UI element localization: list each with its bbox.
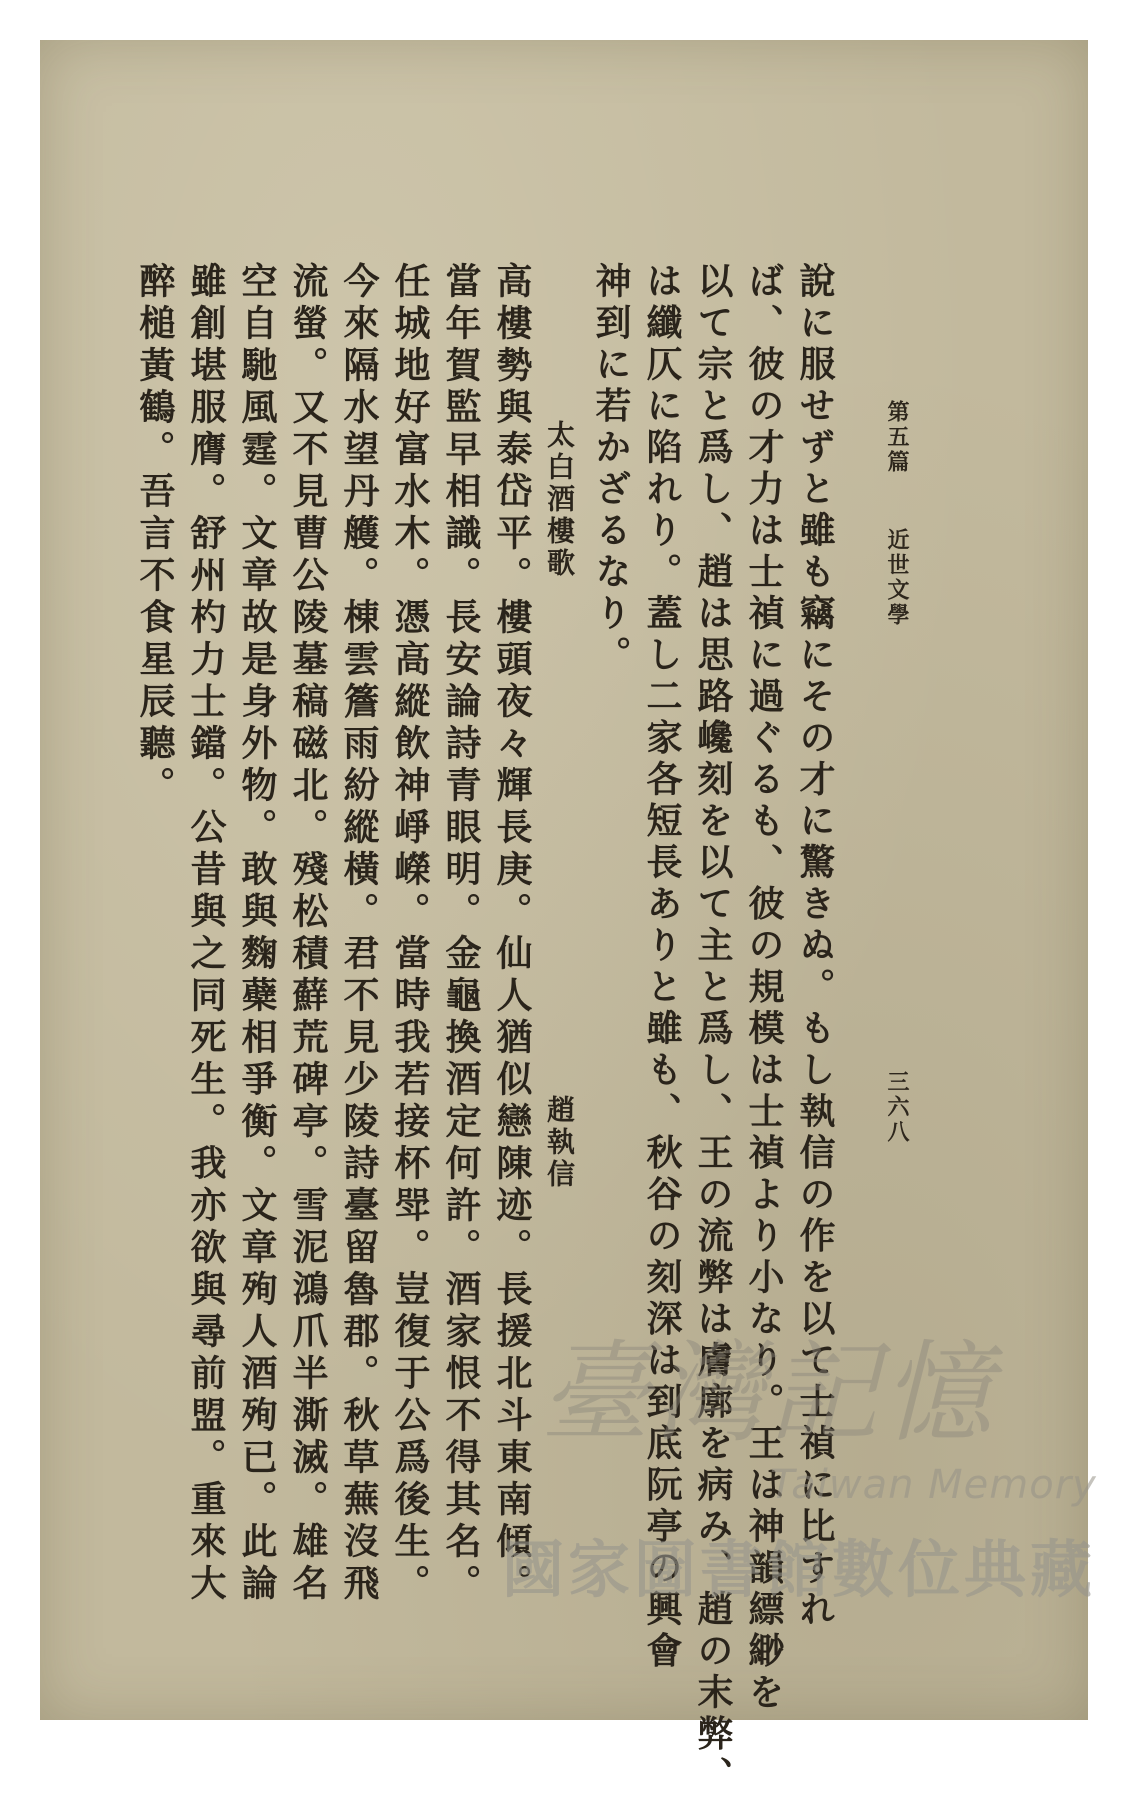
prose-line: 說に服せずと雖も竊にその才に驚きぬ。もし執信の作を以て士禎に比すれ bbox=[794, 262, 836, 1632]
poem-line: 高樓勢與泰岱平。樓頭夜々輝長庚。仙人猶似戀陳迹。長援北斗東南傾。 bbox=[491, 262, 533, 1606]
poem-line: 當年賀監早相識。長安論詩青眼明。金龜換酒定何許。酒家恨不得其名。 bbox=[440, 262, 482, 1606]
poem-title: 太白酒樓歌 bbox=[543, 420, 576, 580]
page-number: 三六八 bbox=[884, 1070, 910, 1145]
poem-line: 雖創堪服膺。舒州杓力士鐺。公昔與之同死生。我亦欲與尋前盟。重來大 bbox=[185, 262, 227, 1606]
poem-line: 任城地好富水木。憑高縱飲神崢嶸。當時我若接杯斝。豈復于公爲後生。 bbox=[389, 262, 431, 1606]
poem-line: 空自馳風霆。文章故是身外物。敢與麴蘗相爭衡。文章殉人酒殉已。此論 bbox=[236, 262, 278, 1606]
poem-line: 今來隔水望丹艧。棟雲簷雨紛縱橫。君不見少陵詩臺留魯郡。秋草蕪沒飛 bbox=[338, 262, 380, 1606]
poem-line: 流螢。又不見曹公陵墓稿磁北。殘松積蘚荒碑亭。雪泥鴻爪半澌滅。雄名 bbox=[287, 262, 329, 1606]
chapter-label: 近世文學 bbox=[884, 528, 910, 628]
watermark-institution: 國家圖書館數位典藏 bbox=[502, 1533, 1097, 1606]
prose-line: は纖仄に陷れり。蓋し二家各短長ありと雖も、秋谷の刻深は到底阮亭の興會 bbox=[641, 262, 683, 1673]
poem-line: 醉槌黃鶴。吾言不食星辰聽。 bbox=[134, 262, 176, 808]
poem-author: 趙執信 bbox=[543, 1095, 576, 1191]
watermark-english: Taiwan Memory bbox=[770, 1462, 1097, 1508]
prose-line: 以て宗と爲し、趙は思路巉刻を以て主と爲し、王の流弊は膚廓を病み、趙の末弊、 bbox=[692, 262, 734, 1798]
prose-line: ば、彼の才力は士禎に過ぐるも、彼の規模は士禎より小なり。王は神韻縹緲を bbox=[743, 262, 785, 1715]
section-label: 第五篇 bbox=[884, 400, 910, 475]
watermark-logo: 臺灣記憶 bbox=[540, 1329, 996, 1457]
prose-line: 神到に若かざるなり。 bbox=[590, 262, 632, 677]
